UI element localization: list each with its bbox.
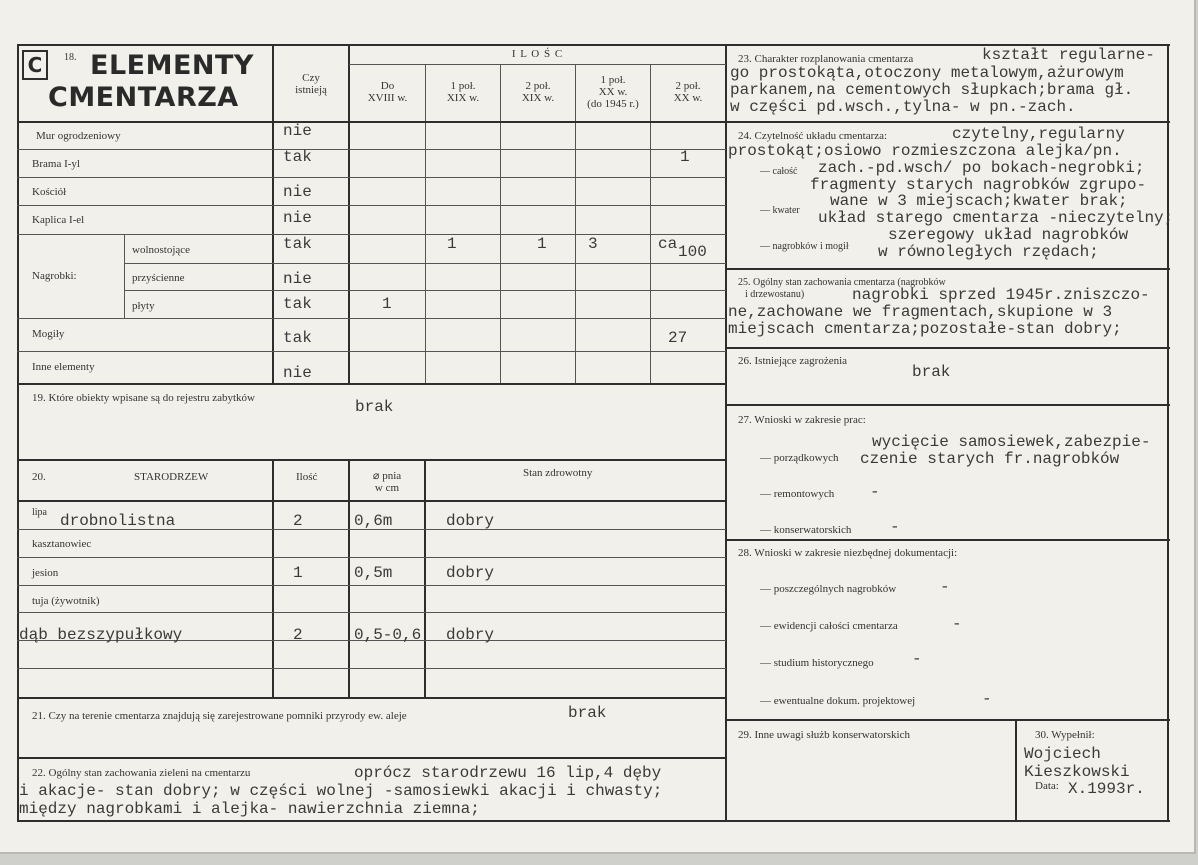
s21-label: 21. Czy na terenie cmentarza znajdują się zarejestrowane pomniki przyrody ew. aleje [32,710,407,722]
s24-line3: zach.-pd.wsch/ po bokach-negrobki; [818,159,1145,177]
rule [17,612,726,613]
rule [1015,719,1017,822]
col-header-text: XX w. [673,92,703,104]
s23-label: 23. Charakter rozplanowania cmentarza [738,53,914,65]
s23-line3: parkanem,na cementowych słupkach;brama gł. [730,81,1134,99]
tree-qty: 2 [293,512,303,530]
exists-plyty: tak [283,295,312,313]
s28-label: 28. Wnioski w zakresie niezbędnej dokumentacji: [738,547,958,559]
rule [725,44,727,822]
tree-qty: 1 [293,564,303,582]
s21-value: brak [568,704,607,722]
rule [17,500,727,502]
col-header-text: XIX w. [446,92,480,104]
rule [348,459,350,698]
row-label-wolnostojace: wolnostojące [132,244,191,256]
quantity-header: I L O Ś C [511,48,564,60]
rule [1167,44,1169,822]
date-label: Data: [1035,780,1059,792]
exists-przyscienne: nie [283,270,312,288]
s30-label: 30. Wypełnił: [1035,729,1095,741]
s24-line2: prostokąt;osiowo rozmieszczona alejka/pn. [728,142,1122,160]
filled-by-name2: Kieszkowski [1024,763,1130,781]
s27-sub-konserwatorskich: — konserwatorskich [760,524,852,536]
section-code-box: C [22,50,48,80]
s25-line2: ne,zachowane we fragmentach,skupione w 3 [728,303,1113,321]
s20-header: STARODRZEW [134,471,209,483]
s25-label2: i drzewostanu) [745,289,805,300]
col-header-text: 1 poł. [600,74,626,86]
rule [17,383,727,385]
s20-col-health: Stan zdrowotny [523,467,593,479]
s26-value: brak [912,363,951,381]
rule [349,64,726,65]
rule [725,719,1170,721]
col-dia-line1: ⌀ pnia [372,470,402,482]
col-header-text: XIX w. [521,92,555,104]
qty-wolnostojace-c4: 3 [588,235,598,253]
rule [17,44,19,822]
s28-item-value: - [952,615,962,633]
s24-line5: wane w 3 miejscach;kwater brak; [830,192,1128,210]
tree-diameter: 0,5m [354,564,393,582]
col-header-text: Do [380,80,395,92]
s20-col-qty: Ilość [296,471,318,483]
row-label-plyty: płyty [132,300,155,312]
exists-brama: tak [283,148,312,166]
s22-line3: między nagrobkami i alejka- nawierzchnia ziemna; [19,800,480,818]
qty-wolnostojace-c2: 1 [447,235,457,253]
col-header-text: 2 poł. [525,80,551,92]
section-title-line2: CMENTARZA [48,82,239,113]
s20-col-diameter [350,470,424,494]
col-header-1 [350,80,425,104]
qty-brama-c5: 1 [680,148,690,166]
s24-sub-calosc: — całość [760,166,798,177]
tree-diameter: 0,5-0,6 [354,626,422,644]
s24-line4: fragmenty starych nagrobków zgrupo- [810,176,1147,194]
rule [17,459,727,461]
section-title-line1: ELEMENTY [90,50,254,81]
rule [17,697,727,699]
qty-wolnostojace-c3: 1 [537,235,547,253]
date-value: X.1993r. [1068,780,1145,798]
tree-name-print: jesion [32,567,59,579]
rule [725,121,1170,123]
col-header-5 [651,80,725,104]
tree-diameter: 0,6m [354,512,393,530]
s28-item-value: - [912,650,922,668]
row-label-kosciol: Kościół [32,186,67,198]
tree-name-typed: dąb bezszypułkowy [19,626,183,644]
s26-label: 26. Istniejące zagrożenia [738,355,848,367]
tree-name-print: kasztanowiec [32,538,92,550]
row-label-kaplica: Kaplica I-el [32,214,85,226]
s22-line1: oprócz starodrzewu 16 lip,4 dęby [354,764,662,782]
rule [17,318,726,319]
col-exists-line2: istnieją [295,84,327,96]
row-label-mur: Mur ogrodzeniowy [36,130,121,142]
rule [725,539,1170,541]
s28-item-label: — poszczególnych nagrobków [760,583,897,595]
row-label-mogily: Mogiły [32,328,65,340]
rule [272,459,274,698]
rule [500,64,501,384]
tree-health: dobry [446,512,495,530]
qty-wolnostojace-c5a: ca [658,235,678,253]
col-header-text: XX w. [598,86,628,98]
rule [17,668,726,669]
s25-line1: nagrobki sprzed 1945r.zniszczo- [852,286,1150,304]
rule [725,268,1170,270]
filled-by-name1: Wojciech [1024,745,1101,763]
s25-label1: 25. Ogólny stan zachowania cmentarza (nagrobków [738,277,946,288]
tree-health: dobry [446,564,495,582]
row-label-nagrobki: Nagrobki: [32,270,77,282]
rule [17,557,726,558]
col-header-4 [576,74,650,110]
s29-label: 29. Inne uwagi służb konserwatorskich [738,729,910,741]
s24-line7: szeregowy układ nagrobków [888,226,1129,244]
exists-mur: nie [283,122,312,140]
s28-item-label: — ewentualne dokum. projektowej [760,695,916,707]
s19-label: 19. Które obiekty wpisane są do rejestru zabytków [32,392,255,404]
col-header-2 [426,80,500,104]
exists-inne: nie [283,364,312,382]
tree-name-print: tuja (żywotnik) [32,595,100,607]
s27-label: 27. Wnioski w zakresie prac: [738,414,866,426]
exists-kaplica: nie [283,209,312,227]
s23-line1: kształt regularne- [982,46,1155,64]
s24-sub-kwater: — kwater [760,205,800,216]
exists-kosciol: nie [283,183,312,201]
rule [424,459,426,698]
rule [125,263,726,264]
col-header-3 [501,80,575,104]
section-number: 18. [64,52,77,63]
col-dia-line2: w cm [374,482,400,494]
s27-sub-remontowych: — remontowych [760,488,835,500]
rule [124,234,125,318]
rule [17,820,727,822]
rule [17,177,726,178]
s24-label: 24. Czytelność układu cmentarza: [738,130,888,142]
s23-line4: w części pd.wsch.,tylna- w pn.-zach. [730,98,1076,116]
s28-item-value: - [982,690,992,708]
s27-konserw-value: - [890,518,900,536]
s19-value: brak [355,398,394,416]
s25-line3: miejscach cmentarza;pozostałe-stan dobry; [728,320,1122,338]
col-header-text: 2 poł. [675,80,701,92]
s22-label: 22. Ogólny stan zachowania zieleni na cmentarzu [32,767,251,779]
rule [725,347,1170,349]
s22-line2: i akacje- stan dobry; w części wolnej -samosiewki akacji i chwasty; [19,782,663,800]
s27-sub-porzadkowych: — porządkowych [760,452,839,464]
col-header-text: (do 1945 r.) [587,98,639,110]
s27-line1: wycięcie samosiewek,zabezpie- [872,433,1151,451]
col-header-text: 1 poł. [450,80,476,92]
tree-name-print: lipa [32,507,47,518]
s28-item-label: — ewidencji całości cmentarza [760,620,898,632]
s28-item-label: — studium historycznego [760,657,874,669]
col-exists-line1: Czy [302,72,320,84]
tree-qty: 2 [293,626,303,644]
s24-line8: w równoległych rzędach; [878,243,1099,261]
rule [17,149,726,150]
tree-name-typed: drobnolistna [60,512,176,530]
s23-line2: go prostokąta,otoczony metalowym,ażurowym [730,64,1124,82]
rule [650,64,651,384]
row-label-przyscienne: przyścienne [132,272,185,284]
qty-wolnostojace-c5b: 100 [678,243,707,261]
qty-mogily-c5: 27 [668,329,688,347]
s28-item-value: - [940,578,950,596]
exists-mogily: tak [283,329,312,347]
s27-remont-value: - [870,483,880,501]
rule [17,121,727,123]
rule [575,64,576,384]
rule [725,820,1170,822]
col-header-text: XVIII w. [367,92,408,104]
col-exists-header [274,72,348,96]
row-label-brama: Brama I-yl [32,158,80,170]
rule [17,757,727,759]
rule [17,44,727,46]
qty-plyty-c1: 1 [382,295,392,313]
rule [125,290,726,291]
rule [17,351,726,352]
rule [425,64,426,384]
exists-wolnostojace: tak [283,235,312,253]
rule [725,404,1170,406]
s24-line1: czytelny,regularny [952,125,1125,143]
s24-line6: układ starego cmentarza -nieczytelny; [818,209,1174,227]
tree-health: dobry [446,626,495,644]
s20-number: 20. [32,471,46,483]
rule [17,585,726,586]
s24-sub-nagrobkow: — nagrobków i mogił [760,241,849,252]
s27-line2: czenie starych fr.nagrobków [860,450,1120,468]
rule [17,205,726,206]
row-label-inne: Inne elementy [32,361,95,373]
